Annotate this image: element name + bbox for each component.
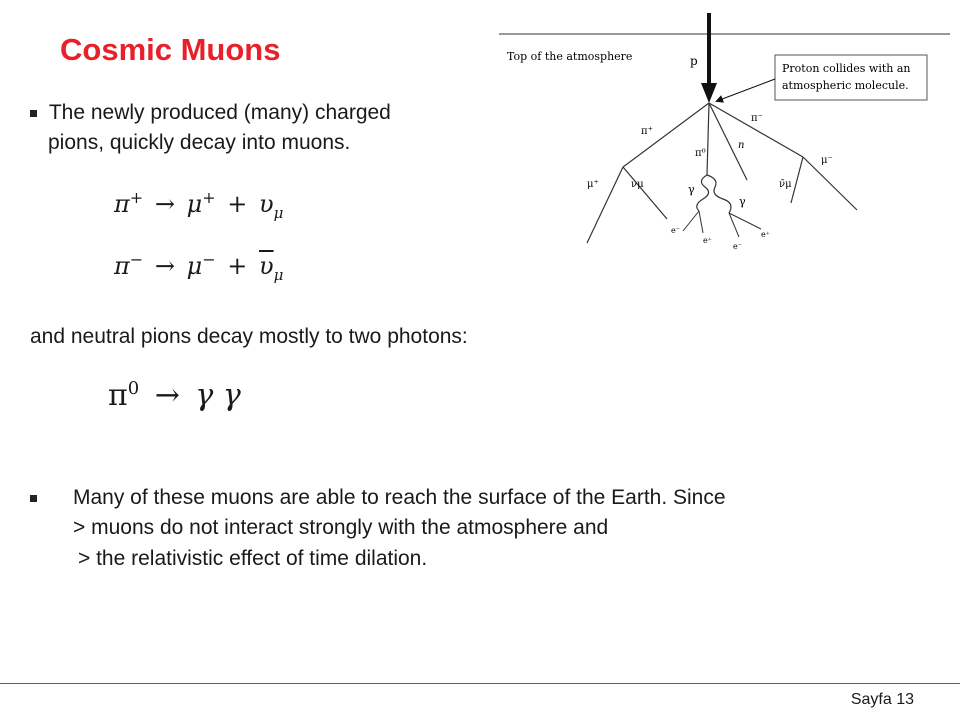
bullet-2-line-2: > muons do not interact strongly with the atmosphere and bbox=[73, 516, 609, 539]
eq3-arrow: → bbox=[154, 378, 180, 413]
cosmic-shower-diagram bbox=[495, 5, 960, 270]
proton-arrowhead bbox=[701, 83, 717, 103]
positron-track-1 bbox=[699, 211, 703, 233]
equation-pi-zero bbox=[108, 378, 241, 413]
eq1-nu-sub: μ bbox=[273, 203, 284, 222]
pi-minus-label: π⁻ bbox=[751, 113, 763, 124]
callout-line-1: Proton collides with an bbox=[782, 62, 911, 75]
eq1-pi: π bbox=[114, 190, 130, 218]
nu-mu-label: νμ bbox=[631, 179, 644, 190]
eq1-arrow: → bbox=[154, 190, 175, 218]
eq3-pi: π bbox=[108, 378, 128, 413]
eq1-mu-charge: + bbox=[202, 188, 216, 207]
nu-mu-bar-track bbox=[791, 157, 803, 203]
pi-minus-track bbox=[709, 103, 803, 157]
equation-pi-minus bbox=[114, 250, 283, 284]
e-plus-label-1: e⁺ bbox=[703, 236, 712, 245]
e-minus-label-2: e⁻ bbox=[733, 242, 742, 251]
callout-line-2: atmospheric molecule. bbox=[782, 79, 909, 92]
footer-divider bbox=[0, 683, 960, 684]
callout-arrow bbox=[717, 79, 775, 101]
neutron-label: n bbox=[738, 140, 745, 151]
bullet-2 bbox=[30, 483, 37, 513]
bullet-2-line-1: Many of these muons are able to reach the surface of the Earth. Since bbox=[73, 486, 726, 509]
top-of-atmosphere-label: Top of the atmosphere bbox=[507, 50, 633, 63]
bullet-square-icon bbox=[30, 495, 37, 502]
pi-plus-label: π⁺ bbox=[641, 126, 653, 137]
eq2-plus: + bbox=[227, 252, 248, 280]
eq2-pi: π bbox=[114, 252, 130, 280]
eq1-mu: μ bbox=[186, 190, 203, 218]
pi-zero-label: π⁰ bbox=[695, 148, 706, 159]
electron-track-1 bbox=[683, 211, 699, 231]
proton-label: p bbox=[690, 54, 698, 68]
photon-1-track bbox=[697, 175, 709, 211]
nu-mu-bar-label: ν̄μ bbox=[779, 179, 792, 190]
photon-2-track bbox=[707, 175, 731, 213]
equation-pi-plus bbox=[114, 188, 283, 222]
bullet-1-line-1: The newly produced (many) charged bbox=[48, 101, 391, 124]
positron-track-2 bbox=[729, 213, 761, 229]
nu-mu-track bbox=[623, 167, 667, 219]
bullet-square-icon bbox=[30, 110, 37, 117]
eq3-gammas: γ γ bbox=[195, 378, 241, 413]
electron-track-2 bbox=[729, 213, 739, 237]
slide-title: Cosmic Muons bbox=[60, 32, 281, 67]
bullet-1-line-2: pions, quickly decay into muons. bbox=[48, 131, 351, 154]
pi-zero-track bbox=[707, 103, 709, 175]
eq2-nu-sub: μ bbox=[273, 265, 284, 284]
bullet-1 bbox=[30, 98, 391, 128]
eq1-pi-charge: + bbox=[129, 188, 144, 207]
eq2-mu-charge: − bbox=[202, 250, 216, 269]
page-number: Sayfa 13 bbox=[850, 691, 914, 708]
gamma-label-2: γ bbox=[739, 195, 746, 208]
e-plus-label-2: e⁺ bbox=[761, 230, 770, 239]
mu-minus-label: μ⁻ bbox=[821, 155, 833, 166]
eq1-plus: + bbox=[227, 190, 248, 218]
neutral-pion-text: and neutral pions decay mostly to two photons: bbox=[30, 325, 468, 348]
mu-plus-label: μ⁺ bbox=[587, 179, 599, 190]
e-minus-label-1: e⁻ bbox=[671, 226, 680, 235]
gamma-label-1: γ bbox=[688, 183, 695, 196]
eq2-nu-bar: $\overline{\upsilon}$ bbox=[258, 252, 274, 280]
bullet-2-line-3: > the relativistic effect of time dilation. bbox=[78, 547, 428, 570]
eq2-mu: μ bbox=[186, 252, 203, 280]
eq2-arrow: → bbox=[154, 252, 175, 280]
eq3-pi-charge: 0 bbox=[127, 378, 140, 399]
eq2-pi-charge: − bbox=[129, 250, 144, 269]
eq1-nu: υ bbox=[258, 190, 274, 218]
